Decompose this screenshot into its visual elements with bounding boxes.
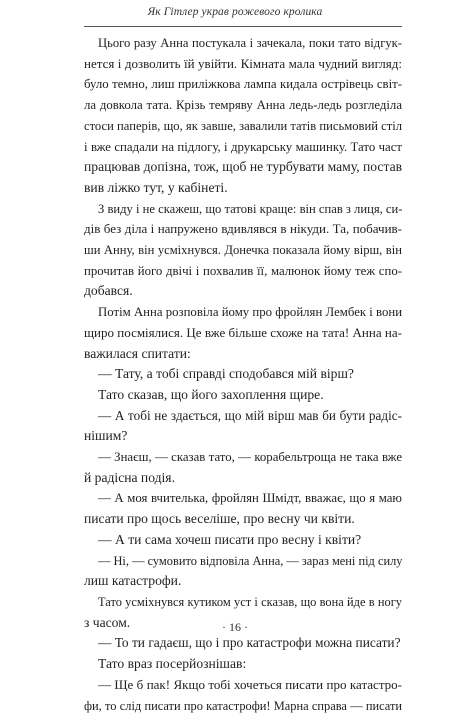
text-line: — А моя вчителька, фройлян Шмідт, вважає, що я маю xyxy=(84,488,402,509)
text-line: — Тату, а тобі справді сподобався мій вірш? xyxy=(84,364,402,385)
text-line: вив ліжко тут, у кабінеті. xyxy=(84,178,402,199)
text-line: щиро посміялися. Це вже більше схоже на тата! Анна на- xyxy=(84,323,402,344)
body-text xyxy=(84,33,402,716)
text-line: прочитав його двічі і похвалив її, малюнок йому теж спо- xyxy=(84,261,402,282)
text-line: з часом. xyxy=(84,613,402,634)
text-line: фи, то слід писати про катастрофи! Марна справа — писати xyxy=(84,696,402,716)
text-line: й радісна подія. xyxy=(84,468,402,489)
page-number: · 16 · xyxy=(0,620,470,635)
text-line: Тато враз посерйознішав: xyxy=(84,654,402,675)
text-line: Цього разу Анна постукала і зачекала, поки тато відгук- xyxy=(84,33,402,54)
text-line: Тато усміхнувся кутиком уст і сказав, що вона йде в ногу xyxy=(84,592,402,613)
text-line: і вже спадали на підлогу, і друкарську машинку. Тато част xyxy=(84,137,402,158)
text-line: ла довкола тата. Крізь темряву Анна ледь-ледь розгледіла xyxy=(84,95,402,116)
text-line: — А ти сама хочеш писати про весну і квіти? xyxy=(84,530,402,551)
text-line: лиш катастрофи. xyxy=(84,571,402,592)
header-rule xyxy=(84,26,402,27)
text-line: — Ще б пак! Якщо тобі хочеться писати про катастро- xyxy=(84,675,402,696)
text-line: З виду і не скажеш, що татові краще: він спав з лиця, си- xyxy=(84,199,402,220)
text-line: нется і дозволить їй увійти. Кімната мала чудний вигляд: xyxy=(84,54,402,75)
running-head: Як Гітлер украв рожевого кролика xyxy=(0,6,470,18)
text-line: писати про щось веселіше, про весну чи квіти. xyxy=(84,509,402,530)
text-line: Потім Анна розповіла йому про фройлян Лембек і вони xyxy=(84,302,402,323)
text-line: добався. xyxy=(84,281,402,302)
text-line: — То ти гадаєш, що і про катастрофи можна писати? xyxy=(84,633,402,654)
text-line: було темно, лиш приліжкова лампа кидала острівець світ- xyxy=(84,74,402,95)
text-line: нішим? xyxy=(84,426,402,447)
text-line: дів без діла і напружено вдивлявся в нікуди. Та, побачив- xyxy=(84,219,402,240)
text-line: — Ні, — сумовито відповіла Анна, — зараз мені під силу xyxy=(84,551,402,572)
text-line: ши Анну, він усміхнувся. Донечка показала йому вірш, він xyxy=(84,240,402,261)
text-line: Тато сказав, що його захоплення щире. xyxy=(84,385,402,406)
text-line: — А тобі не здається, що мій вірш мав би бути радіс- xyxy=(84,406,402,427)
text-line: важилася спитати: xyxy=(84,344,402,365)
text-line: працював допізна, тож, щоб не турбувати маму, постав xyxy=(84,157,402,178)
text-line: стоси паперів, що, як завше, завалили татів письмовий стіл xyxy=(84,116,402,137)
text-line: — Знаєш, — сказав тато, — корабельтроща не така вже xyxy=(84,447,402,468)
